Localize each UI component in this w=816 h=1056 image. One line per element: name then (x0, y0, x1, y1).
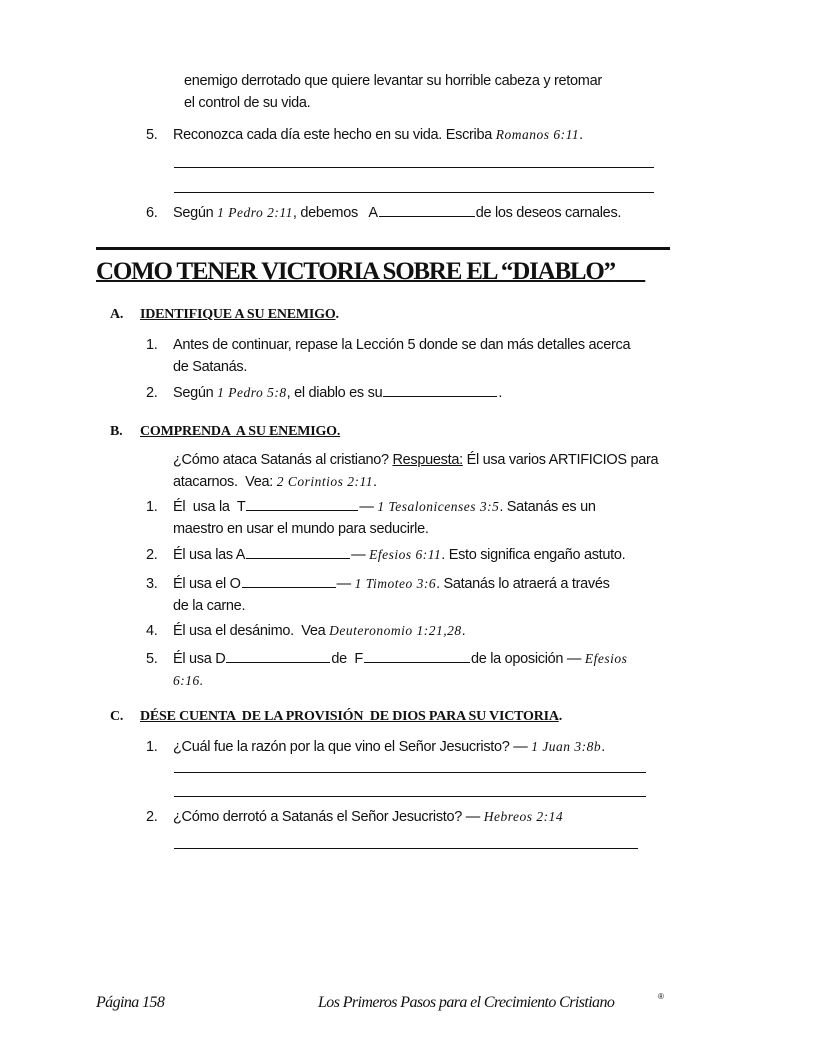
fill-in-blank[interactable] (379, 202, 475, 217)
b-item-3-number: 3. (146, 576, 158, 592)
bible-ref: Efesios (584, 651, 628, 666)
answer-line[interactable] (174, 848, 638, 849)
continuation-line-2: el control de su vida. (184, 95, 311, 111)
section-divider (96, 247, 670, 250)
fill-in-blank[interactable] (242, 573, 336, 588)
bible-ref: 6:16. (173, 673, 204, 688)
question-6-text: Según 1 Pedro 2:11, debemos A de los deseos carnales. (173, 202, 663, 224)
c-item-2-text: ¿Cómo derrotó a Satanás el Señor Jesucristo? — Hebreos 2:14 (173, 809, 564, 825)
question-6-number: 6. (146, 205, 158, 221)
b-item-2-number: 2. (146, 547, 158, 563)
section-b-letter: B. (110, 424, 123, 439)
fill-in-blank[interactable] (226, 648, 330, 663)
question-5-text: Reconozca cada día este hecho en su vida. Escriba Romanos 6:11. (173, 127, 583, 143)
section-c-letter: C. (110, 709, 124, 724)
b-item-1-number: 1. (146, 499, 158, 515)
continuation-line-1: enemigo derrotado que quiere levantar su horrible cabeza y retomar (184, 73, 602, 89)
c-item-1-number: 1. (146, 739, 158, 755)
registered-mark: ® (658, 992, 664, 1001)
book-title: Los Primeros Pasos para el Crecimiento Cristiano (318, 994, 615, 1011)
fill-in-blank[interactable] (383, 382, 497, 397)
bible-ref: 1 Juan 3:8b (531, 739, 602, 754)
a-item-2-text: Según 1 Pedro 5:8, el diablo es su . (173, 382, 663, 404)
section-c-title: DÉSE CUENTA DE LA PROVISIÓN DE DIOS PARA SU VICTORIA. (140, 709, 563, 724)
section-a-letter: A. (110, 307, 124, 322)
bible-ref: 1 Pedro 5:8 (217, 385, 287, 400)
b-item-2-text: Él usa las A — Efesios 6:11. Esto significa engaño astuto. (173, 544, 663, 566)
section-b-intro: ¿Cómo ataca Satanás al cristiano? Respuesta: Él usa varios ARTIFICIOS para atacarnos. Vea: 2 Corintios 2:11. (173, 452, 659, 490)
b-item-1-text: Él usa la T — 1 Tesalonicenses 3:5. Satanás es un maestro en usar el mundo para seducirle. (173, 496, 663, 540)
bible-ref: 1 Pedro 2:11 (217, 205, 293, 220)
bible-ref: Romanos 6:11 (495, 127, 580, 142)
answer-line[interactable] (174, 796, 646, 797)
b-item-4-number: 4. (146, 623, 158, 639)
fill-in-blank[interactable] (364, 648, 470, 663)
bible-ref: 1 Tesalonicenses 3:5 (377, 499, 500, 514)
fill-in-blank[interactable] (246, 544, 350, 559)
question-5-number: 5. (146, 127, 158, 143)
bible-ref: 1 Timoteo 3:6 (354, 576, 437, 591)
a-item-1-text: Antes de continuar, repase la Lección 5 donde se dan más detalles acerca de Satanás. (173, 337, 631, 375)
b-item-5-number: 5. (146, 651, 158, 667)
bible-ref: Deuteronomio 1:21,28 (329, 623, 462, 638)
b-item-4-text: Él usa el desánimo. Vea Deuteronomio 1:21,28. (173, 623, 466, 639)
b-item-5-text: Él usa D de F de la oposición — Efesios 6:16. (173, 648, 663, 692)
page-number: Página 158 (96, 994, 165, 1011)
a-item-2-number: 2. (146, 385, 158, 401)
section-a-title: IDENTIFIQUE A SU ENEMIGO. (140, 307, 339, 322)
c-item-1-text: ¿Cuál fue la razón por la que vino el Señor Jesucristo? — 1 Juan 3:8b. (173, 739, 605, 755)
bible-ref: 2 Corintios 2:11 (276, 474, 373, 489)
b-item-3-text: Él usa el O — 1 Timoteo 3:6. Satanás lo atraerá a través de la carne. (173, 573, 663, 617)
answer-line[interactable] (174, 772, 646, 773)
answer-line[interactable] (174, 192, 654, 193)
c-item-2-number: 2. (146, 809, 158, 825)
fill-in-blank[interactable] (246, 496, 358, 511)
a-item-1-number: 1. (146, 337, 158, 353)
bible-ref: Efesios 6:11 (369, 547, 442, 562)
page-heading: COMO TENER VICTORIA SOBRE EL “DIABLO” (96, 258, 615, 285)
section-b-title: COMPRENDA A SU ENEMIGO. (140, 424, 341, 439)
answer-line[interactable] (174, 167, 654, 168)
bible-ref: Hebreos 2:14 (483, 809, 564, 824)
continuation-text (184, 70, 602, 114)
